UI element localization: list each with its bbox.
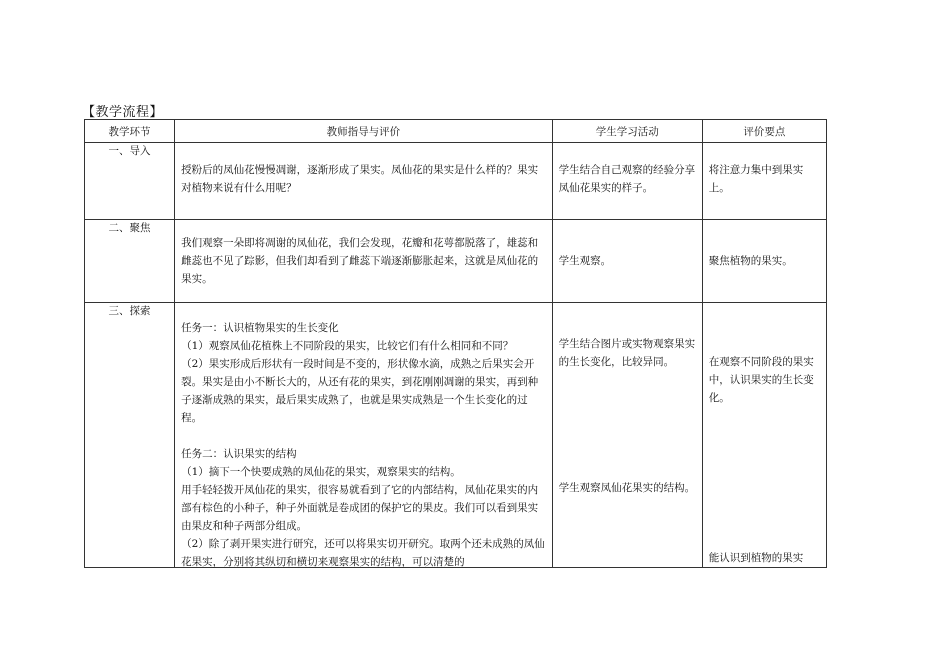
eval-text-explore-2: 能认识到植物的果实: [708, 552, 804, 564]
header-eval: 评价要点: [702, 120, 826, 143]
task-one-step-1: （1）观察凤仙花植株上不同阶段的果实，比较它们有什么相同和不同？: [181, 340, 514, 352]
student-cell-focus: [552, 220, 702, 303]
table-header-row: [85, 120, 827, 143]
stage-explore: 三、探索: [85, 303, 175, 568]
task-two-step-1: （1）摘下一个快要成熟的凤仙花的果实，观察果实的结构。: [181, 466, 461, 478]
teacher-text-explore: [175, 319, 552, 571]
eval-cell-intro: [702, 143, 826, 220]
teacher-text-focus: 我们观察一朵即将凋谢的凤仙花，我们会发现，花瓣和花萼都脱落了，雄蕊和雌蕊也不见了踪影，但我们却看到了雌蕊下端逐渐膨胀起来，这就是凤仙花的果实。: [181, 237, 539, 285]
student-text-focus: 学生观察。: [558, 255, 612, 267]
teacher-text-intro: 授粉后的凤仙花慢慢凋谢，逐渐形成了果实。凤仙花的果实是什么样的？果实对植物来说有什么用呢？: [181, 164, 539, 194]
task-two-title: 任务二：认识果实的结构: [181, 448, 297, 460]
teaching-flow-table: [84, 119, 827, 568]
teacher-cell-focus: [175, 220, 553, 303]
student-text-explore-2: 学生观察凤仙花果实的结构。: [558, 482, 696, 494]
eval-text-focus: 聚焦植物的果实。: [708, 255, 793, 267]
section-title: 【教学流程】: [82, 105, 164, 120]
teacher-cell-explore: [175, 303, 553, 568]
teacher-cell-intro: [175, 143, 553, 220]
stage-focus: 二、聚焦: [85, 220, 175, 303]
table-row-focus: [85, 220, 827, 303]
task-one-title: 任务一：认识植物果实的生长变化: [181, 322, 339, 334]
header-teacher: 教师指导与评价: [175, 120, 553, 143]
task-two-step-2: （2）除了剥开果实进行研究，还可以将果实切开研究。取两个还未成熟的凤仙花果实，分别将其纵切和横切来观察果实的结构，可以清楚的: [181, 538, 545, 568]
table-row-explore: [85, 303, 827, 568]
student-cell-intro: [552, 143, 702, 220]
table-row-intro: [85, 143, 827, 220]
student-text-explore-1: 学生结合图片或实物观察果实的生长变化，比较异同。: [558, 338, 696, 368]
task-two-description: 用手轻轻拨开凤仙花的果实，很容易就看到了它的内部结构，凤仙花果实的内部有棕色的小种子，种子外面就是卷成团的保护它的果皮。我们可以看到果实由果皮和种子两部分组成。: [181, 484, 539, 532]
eval-text-intro: 将注意力集中到果实上。: [708, 164, 804, 194]
student-cell-explore: [552, 303, 702, 568]
header-student: 学生学习活动: [552, 120, 702, 143]
eval-cell-focus: [702, 220, 826, 303]
header-stage: 教学环节: [85, 120, 175, 143]
student-text-intro: 学生结合自己观察的经验分享凤仙花果实的样子。: [558, 164, 696, 194]
task-one-step-2: （2）果实形成后形状有一段时间是不变的，形状像水滴，成熟之后果实会开裂。果实是由小不断长大的，从还有花的果实，到花刚刚凋谢的果实，再到种子逐渐成熟的果实，最后果实成熟了，也就是果实成熟是一个生长变化的过程。: [181, 358, 539, 424]
eval-text-explore-1: 在观察不同阶段的果实中，认识果实的生长变化。: [708, 356, 814, 404]
stage-intro: 一、导入: [85, 143, 175, 220]
eval-cell-explore: [702, 303, 826, 568]
